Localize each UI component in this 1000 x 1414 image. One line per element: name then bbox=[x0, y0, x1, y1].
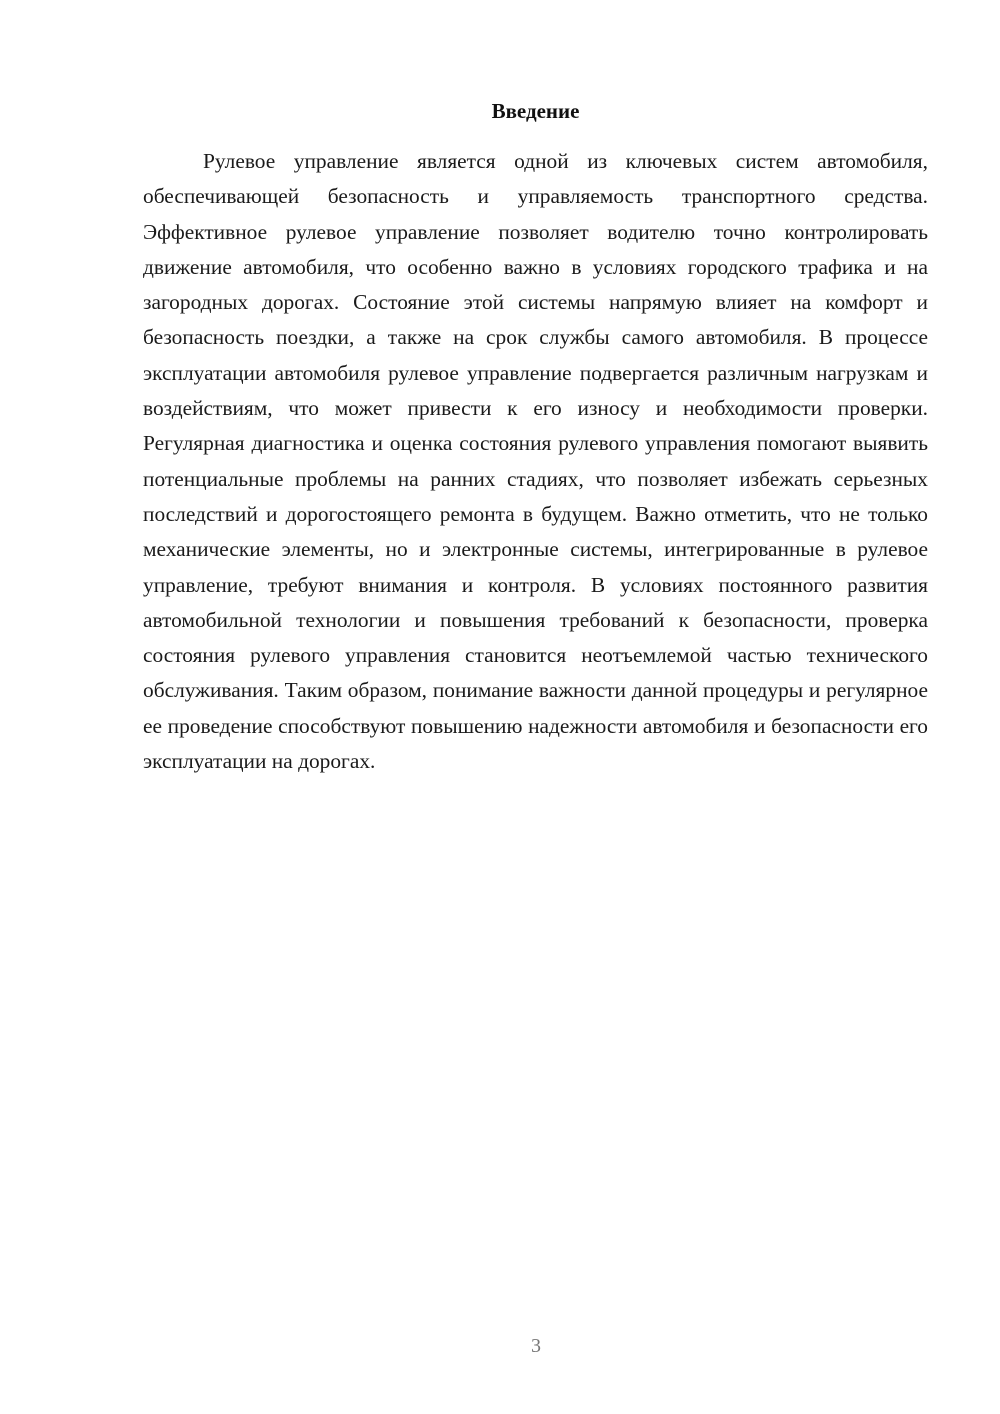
body-paragraph: Рулевое управление является одной из ключевых систем автомобиля, обеспечивающей безопасность и управляемость транспортного средства. Эффективное рулевое управление позволяет водителю точно контролировать движение автомобиля, что особенно важно в условиях городского трафика и на загородных дорогах. Состояние этой системы напрямую влияет на комфорт и безопасность поездки, а также на срок службы самого автомобиля. В процессе эксплуатации автомобиля рулевое управление подвергается различным нагрузкам и воздействиям, что может привести к его износу и необходимости проверки. Регулярная диагностика и оценка состояния рулевого управления помогают выявить потенциальные проблемы на ранних стадиях, что позволяет избежать серьезных последствий и дорогостоящего ремонта в будущем. Важно отметить, что не только механические элементы, но и электронные системы, интегрированные в рулевое управление, требуют внимания и контроля. В условиях постоянного развития автомобильной технологии и повышения требований к безопасности, проверка состояния рулевого управления становится неотъемлемой частью технического обслуживания. Таким образом, понимание важности данной процедуры и регулярное ее проведение способствуют повышению надежности автомобиля и безопасности его эксплуатации на дорогах. bbox=[143, 149, 928, 774]
page-number: 3 bbox=[531, 1335, 541, 1357]
page-title: Введение bbox=[491, 99, 580, 123]
